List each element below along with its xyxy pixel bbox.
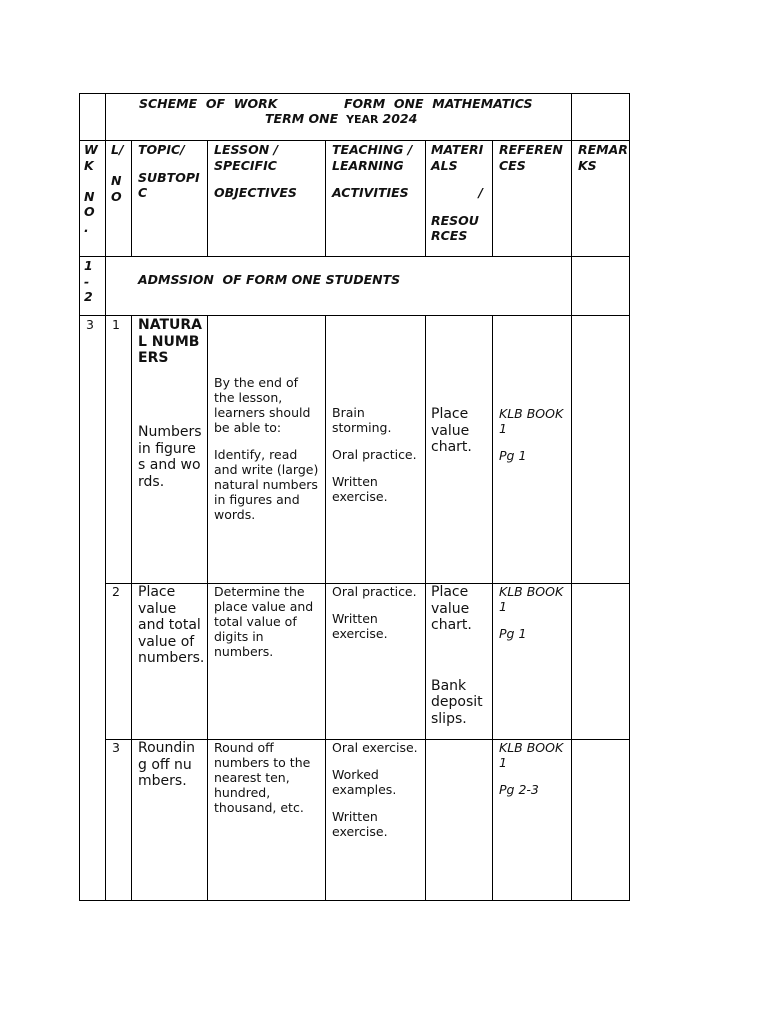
learning-activities <box>332 740 424 839</box>
header-remarks <box>578 142 628 173</box>
objectives-text: Identify, read and write (large) natural numbers in figures and words. <box>214 447 319 522</box>
topic-heading: NATURAL NUMBERS <box>138 317 202 366</box>
learning-activities <box>332 584 424 641</box>
header-teaching-activities <box>332 142 424 201</box>
activity-item: Written exercise. <box>332 809 388 839</box>
header-materials-gap <box>431 201 491 213</box>
activity-item: Oral exercise. <box>332 740 418 755</box>
col-rule-references <box>571 93 572 901</box>
title-term-line <box>265 111 465 128</box>
lesson-objectives <box>214 375 322 522</box>
col-rule-topic <box>207 315 208 901</box>
table-rule-title <box>79 140 630 141</box>
col-rule-lesson-header <box>325 140 326 257</box>
header-lesson-no-line: L/ <box>111 142 124 157</box>
scheme-of-work-table <box>79 93 630 901</box>
header-wk-no-line: K <box>84 157 94 173</box>
header-references-line: CES <box>499 157 526 173</box>
col-rule-teaching <box>425 315 426 901</box>
title-scheme-of-work: SCHEME OF WORK <box>139 96 278 111</box>
header-lesson-gap <box>214 173 324 185</box>
header-teaching-line: LEARNING <box>332 157 404 173</box>
references <box>499 584 569 641</box>
header-topic-gap <box>138 158 206 170</box>
activity-item: Oral practice. <box>332 584 417 599</box>
header-topic <box>138 142 206 201</box>
lesson-number: 3 <box>112 740 120 755</box>
col-rule-lesson <box>325 315 326 901</box>
objectives-intro: By the end of the lesson, learners should be able to: <box>214 375 311 435</box>
material-item: Place value chart. <box>431 584 472 633</box>
lesson-number: 2 <box>112 584 120 599</box>
subtopic: Numbers in figures and words. <box>138 424 202 490</box>
reference-item: KLB BOOK 1 <box>499 406 564 436</box>
materials <box>431 584 491 727</box>
title-year: 2024 <box>382 111 418 126</box>
header-topic-line: C <box>138 185 148 200</box>
col-rule-lno-header <box>131 140 132 257</box>
header-materials-line: ALS <box>431 157 458 173</box>
header-lesson-line: LESSON / <box>214 142 279 157</box>
header-wk-no-line: O <box>84 204 95 219</box>
header-wk-no-line: W <box>84 142 98 157</box>
subtopic: Place value and total value of numbers. <box>138 584 205 666</box>
header-remarks-line: REMAR <box>578 142 628 157</box>
admission-text: ADMSSION OF FORM ONE STUDENTS <box>138 272 401 287</box>
title-form-one-mathematics: FORM ONE MATHEMATICS <box>344 96 533 111</box>
header-topic-line: SUBTOPI <box>138 169 200 185</box>
col-rule-materials-header <box>492 140 493 257</box>
header-teaching-line: ACTIVITIES <box>332 185 409 200</box>
activity-item: Brain storming. <box>332 405 392 435</box>
title-term: TERM ONE <box>265 111 339 126</box>
admission-week-line: 1 <box>84 258 93 273</box>
table-rule-header <box>79 256 630 257</box>
activity-item: Written exercise. <box>332 611 388 641</box>
header-topic-line: TOPIC/ <box>138 142 185 157</box>
activity-item: Written exercise. <box>332 474 388 504</box>
activity-item: Oral practice. <box>332 447 417 462</box>
header-materials-line: RESOU <box>431 212 479 228</box>
header-lesson-no <box>111 142 131 204</box>
col-rule-topic-header <box>207 140 208 257</box>
header-teaching-line: TEACHING / <box>332 142 413 157</box>
lesson-objectives: Round off numbers to the nearest ten, hundred, thousand, etc. <box>214 740 311 815</box>
header-materials <box>431 142 491 244</box>
reference-item: KLB BOOK 1 <box>499 740 564 770</box>
header-wk-no-line: . <box>84 219 89 235</box>
header-lesson-objectives <box>214 142 324 201</box>
header-references <box>499 142 571 173</box>
reference-item: Pg 2-3 <box>499 782 539 797</box>
table-border-right <box>629 93 630 901</box>
col-rule-teaching-header <box>425 140 426 257</box>
header-wk-no-line: N <box>84 188 95 204</box>
week-number: 3 <box>86 317 94 332</box>
lesson-number: 1 <box>112 317 120 332</box>
header-lesson-line: OBJECTIVES <box>214 185 297 200</box>
header-remarks-line: KS <box>578 157 597 173</box>
header-teaching-gap <box>332 173 424 185</box>
reference-item: Pg 1 <box>499 448 527 463</box>
header-materials-line: RCES <box>431 228 468 243</box>
admission-week <box>84 258 102 305</box>
header-wk-no <box>84 142 102 235</box>
title-year-label: YEAR <box>346 113 379 126</box>
activity-item: Worked examples. <box>332 767 397 797</box>
table-border-bottom <box>79 900 630 901</box>
header-lesson-no-gap <box>111 158 131 174</box>
header-lesson-line: SPECIFIC <box>214 157 277 173</box>
table-border-top <box>79 93 630 94</box>
admission-week-line: - <box>84 273 90 289</box>
reference-item: KLB BOOK 1 <box>499 584 564 614</box>
header-references-line: REFEREN <box>499 142 563 157</box>
materials <box>431 406 491 456</box>
table-border-left <box>79 93 80 901</box>
col-rule-materials <box>492 315 493 901</box>
subtopic: Rounding off numbers. <box>138 740 196 789</box>
col-rule-lno <box>131 315 132 901</box>
learning-activities <box>332 405 424 504</box>
header-materials-gap <box>431 173 491 185</box>
lesson-objectives: Determine the place value and total value of digits in numbers. <box>214 584 314 659</box>
references <box>499 740 569 797</box>
header-materials-line: MATERI <box>431 142 484 157</box>
admission-week-line: 2 <box>84 289 93 304</box>
header-materials-slash: / <box>478 185 483 200</box>
col-rule-wk <box>105 93 106 901</box>
header-wk-no-gap <box>84 173 102 189</box>
header-lesson-no-line: N <box>111 173 122 188</box>
reference-item: Pg 1 <box>499 626 527 641</box>
header-lesson-no-line: O <box>111 188 122 204</box>
references <box>499 406 569 463</box>
material-item: Place value chart. <box>431 406 472 455</box>
material-item: Bank deposit slips. <box>431 677 483 727</box>
table-rule-admission <box>79 315 630 316</box>
